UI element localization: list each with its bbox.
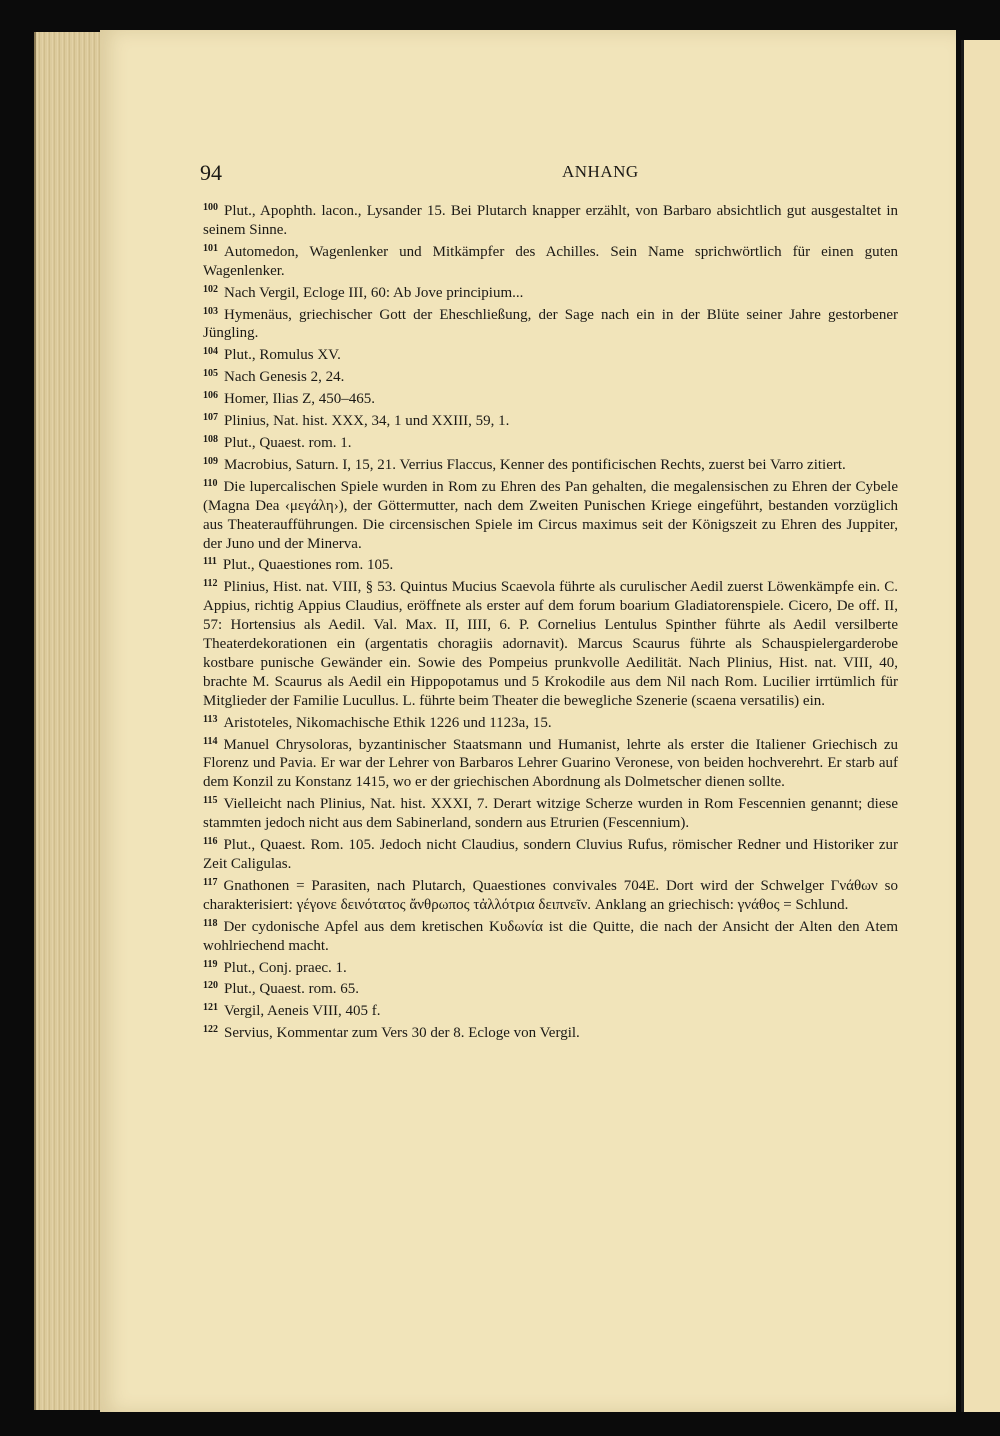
endnote-number: 109 bbox=[203, 455, 218, 467]
endnote-text: Vergil, Aeneis VIII, 405 f. bbox=[224, 1003, 381, 1020]
endnote-text: Automedon, Wagenlenker und Mitkämpfer des Achilles. Sein Name sprichwörtlich für einen guten Wagenlenker. bbox=[203, 243, 898, 279]
page-header bbox=[200, 160, 900, 190]
book-page-edges bbox=[34, 32, 106, 1410]
endnote-115 bbox=[203, 792, 898, 833]
endnote-121 bbox=[203, 999, 898, 1021]
endnote-text: Plut., Romulus XV. bbox=[224, 347, 341, 364]
endnote-text: Manuel Chrysoloras, byzantinischer Staatsmann und Humanist, lehrte als erster die Italiener Griechisch zu Florenz und Pavia. Er war der Lehrer von Barbaros Lehrer Guarino Veronese, von beiden hochverehrt. Er starb auf dem Konzil zu Konstanz 1415, wo er der griechischen Abordnung als Dolmetscher dienen sollte. bbox=[203, 736, 898, 791]
endnote-number: 108 bbox=[203, 433, 218, 445]
endnote-text: Hymenäus, griechischer Gott der Eheschließung, der Sage nach ein in der Blüte seiner Jahre gestorbener Jüngling. bbox=[203, 306, 898, 342]
endnote-number: 100 bbox=[203, 202, 218, 213]
endnote-text: Macrobius, Saturn. I, 15, 21. Verrius Flaccus, Kenner des pontificischen Rechts, zuerst bei Varro zitiert. bbox=[224, 456, 846, 473]
endnote-109 bbox=[203, 453, 898, 475]
endnote-number: 116 bbox=[203, 836, 218, 848]
endnote-number: 106 bbox=[203, 390, 218, 402]
endnote-103 bbox=[203, 303, 898, 344]
endnote-117 bbox=[203, 874, 898, 915]
endnote-107 bbox=[203, 409, 898, 431]
facing-page-edge bbox=[961, 40, 1000, 1412]
endnote-106 bbox=[203, 387, 898, 409]
endnote-number: 101 bbox=[203, 242, 218, 254]
endnote-120 bbox=[203, 977, 898, 999]
endnotes-list bbox=[203, 199, 898, 1043]
endnote-number: 120 bbox=[203, 980, 218, 992]
endnote-number: 118 bbox=[203, 917, 218, 929]
endnote-text: Plinius, Nat. hist. XXX, 34, 1 und XXIII, 59, 1. bbox=[224, 413, 510, 430]
endnote-text: Plut., Quaest. rom. 1. bbox=[224, 434, 352, 451]
endnote-text: Der cydonische Apfel aus dem kretischen Κυδωνία ist die Quitte, die nach der Ansicht der Alten den Atem wohlriechend macht. bbox=[203, 918, 898, 954]
endnote-number: 122 bbox=[203, 1024, 218, 1036]
endnote-114 bbox=[203, 733, 898, 793]
page-number: 94 bbox=[200, 160, 222, 185]
endnote-text: Plinius, Hist. nat. VIII, § 53. Quintus Mucius Scaevola führte als curulischer Aedil zuerst Löwenkämpfe ein. C. Appius, richtig Appius Claudius, eröffnete als erster auf dem forum boarium Gladiatorenspiele. Cicero, De off. II, 57: Hortensius als Aedil. Val. Max. II, IIII, 6. P. Cornelius Lentulus Spinther führte als Aedil versilberte Theaterdekorationen ein (argentatis choragiis adornavit). Marcus Scaurus führte als Schauspielergarderobe kostbare punische Gewänder ein. Sowie des Pompeius prunkvolle Aedilität. Nach Plinius, Hist. nat. VIII, 40, brachte M. Scaurus als Aedil ein Hippopotamus und 5 Krokodile aus dem Nil nach Rom. Lucilier irrtümlich für Mitglieder der Familie Lucullus. L. führte beim Theater die bewegliche Szenerie (scaena versatilis) ein. bbox=[203, 579, 898, 709]
endnote-number: 105 bbox=[203, 368, 218, 380]
running-head: ANHANG bbox=[562, 162, 639, 181]
endnote-118 bbox=[203, 915, 898, 956]
endnote-number: 104 bbox=[203, 346, 218, 358]
endnote-text: Plut., Quaest. Rom. 105. Jedoch nicht Claudius, sondern Cluvius Rufus, römischer Redner und Historiker zur Zeit Caligulas. bbox=[203, 837, 898, 872]
endnote-text: Aristoteles, Nikomachische Ethik 1226 und 1123a, 15. bbox=[223, 714, 552, 731]
endnote-105 bbox=[203, 365, 898, 387]
endnote-104 bbox=[203, 343, 898, 365]
endnote-number: 107 bbox=[203, 412, 218, 424]
endnote-number: 112 bbox=[203, 578, 218, 590]
endnote-number: 119 bbox=[203, 958, 218, 970]
endnote-number: 102 bbox=[203, 283, 218, 295]
endnote-119 bbox=[203, 956, 898, 978]
endnote-text: Plut., Quaestiones rom. 105. bbox=[222, 557, 394, 574]
endnote-113 bbox=[203, 711, 898, 733]
endnote-122 bbox=[203, 1021, 898, 1043]
endnote-text: Die lupercalischen Spiele wurden in Rom zu Ehren des Pan gehalten, die megalensischen zu Ehren der Cybele (Magna Dea ‹μεγάλη›), der Göttermutter, nach dem Zweiten Punischen Kriege eingeführt, bestanden vorzüglich aus Theateraufführungen. Die circensischen Spiele im Circus maximus seit der Königszeit zu Ehren des Juppiter, der Juno und der Minerva. bbox=[203, 478, 898, 552]
endnote-text: Servius, Kommentar zum Vers 30 der 8. Ecloge von Vergil. bbox=[224, 1025, 580, 1042]
endnote-text: Gnathonen = Parasiten, nach Plutarch, Quaestiones convivales 704E. Dort wird der Schwelger Γνάθων so charakterisiert: γέγονε δεινότατος ἄνθρωπος τἀλλότρια δειπνεῖν. Anklang an griechisch: γνάθος = Schlund. bbox=[203, 877, 898, 913]
endnote-text: Nach Vergil, Ecloge III, 60: Ab Jove principium... bbox=[224, 284, 524, 301]
endnote-number: 114 bbox=[203, 735, 218, 747]
endnote-number: 115 bbox=[203, 795, 218, 807]
endnote-text: Plut., Conj. praec. 1. bbox=[223, 959, 347, 976]
endnote-108 bbox=[203, 431, 898, 453]
endnote-text: Homer, Ilias Z, 450–465. bbox=[224, 391, 376, 408]
endnote-text: Vielleicht nach Plinius, Nat. hist. XXXI, 7. Derart witzige Scherze wurden in Rom Fescennien genannt; diese stammten jedoch nicht aus dem Sabinerland, sondern aus Etrurien (Fescennium). bbox=[203, 796, 898, 832]
endnote-text: Nach Genesis 2, 24. bbox=[224, 369, 345, 386]
endnote-text: Plut., Quaest. rom. 65. bbox=[224, 981, 359, 998]
endnote-100 bbox=[203, 199, 898, 240]
endnote-text: Plut., Apophth. lacon., Lysander 15. Bei Plutarch knapper erzählt, von Barbaro absichtlich gut ausgestaltet in seinem Sinne. bbox=[203, 203, 898, 238]
endnote-number: 113 bbox=[203, 713, 218, 725]
endnote-number: 103 bbox=[203, 305, 218, 317]
endnote-number: 110 bbox=[203, 477, 218, 489]
endnote-number: 121 bbox=[203, 1002, 218, 1014]
endnote-110 bbox=[203, 475, 898, 554]
endnote-number: 111 bbox=[203, 556, 217, 568]
endnote-number: 117 bbox=[203, 876, 218, 888]
endnote-111 bbox=[203, 553, 898, 575]
endnote-102 bbox=[203, 281, 898, 303]
endnote-101 bbox=[203, 240, 898, 281]
endnote-112 bbox=[203, 575, 898, 710]
endnote-116 bbox=[203, 833, 898, 874]
